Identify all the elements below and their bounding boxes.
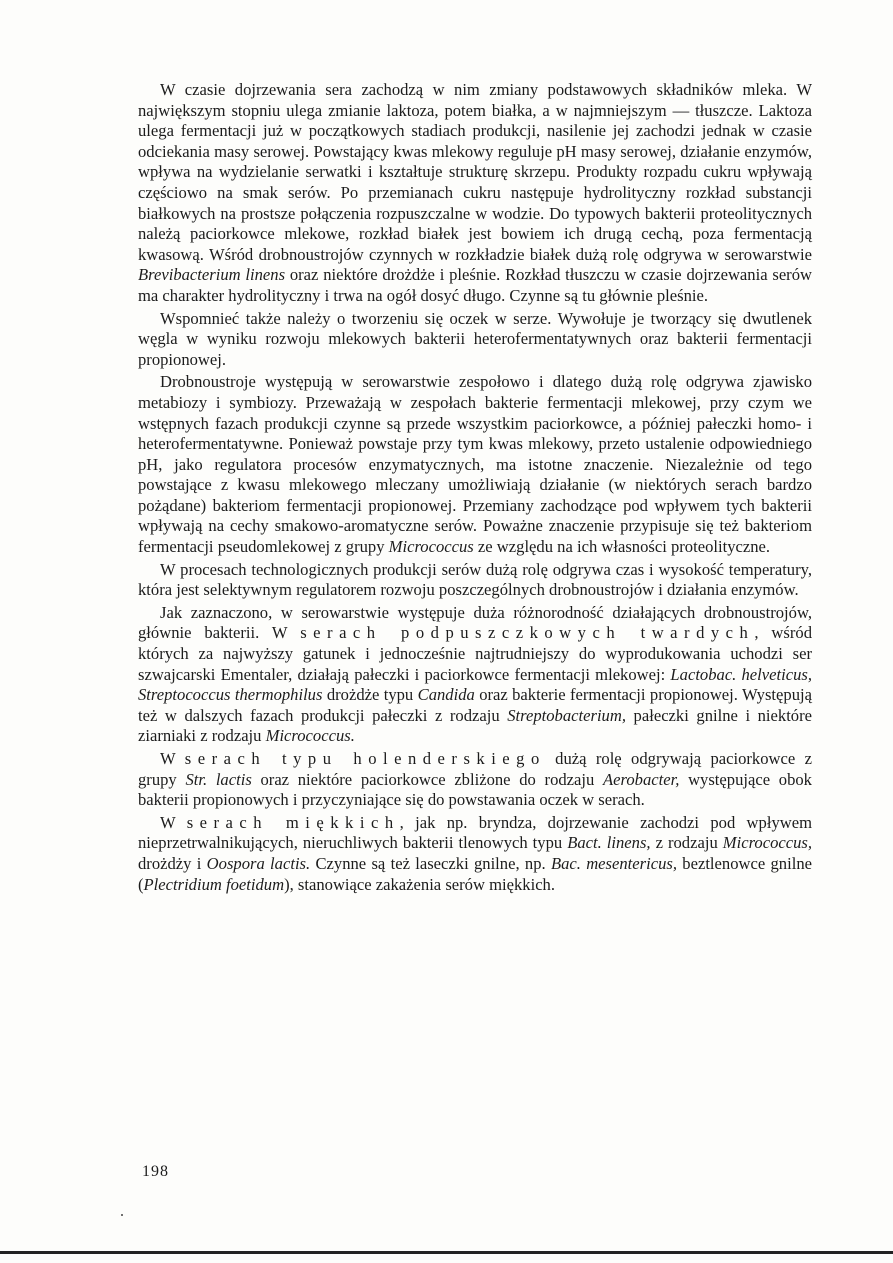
text-run: , wśród których za najwyższy gatunek i jednocześnie najtrudniejszy do wyprodukowania uchodzi ser szwajcarski Ementaler, działają pałeczki i paciorkowce fermentacji mlekowej: bbox=[138, 623, 812, 684]
italic-term: Micrococcus bbox=[388, 537, 474, 557]
italic-term: Lactobac. helveticus, Streptococcus thermophilus bbox=[138, 664, 813, 705]
body-text bbox=[138, 80, 812, 895]
italic-term: Candida bbox=[417, 685, 475, 705]
text-run: Wspomnieć także należy o tworzeniu się oczek w serze. Wywołuje je tworzący się dwutlenek węgla w wyniku rozwoju mlekowych bakterii heterofermentatywnych oraz bakterii fermentacji propionowej. bbox=[138, 308, 812, 369]
paragraph bbox=[138, 813, 812, 895]
spaced-emphasis: serach miękkich bbox=[186, 812, 400, 832]
italic-term: Bact. linens, bbox=[567, 833, 651, 853]
spaced-emphasis: serach podpuszczkowych twardych bbox=[300, 623, 755, 643]
paragraph bbox=[138, 749, 812, 811]
text-run: z rodzaju bbox=[650, 833, 723, 853]
text-run: dużą rolę odgrywają paciorkowce z grupy bbox=[138, 749, 812, 789]
text-run: Drobnoustroje występują w serowarstwie zespołowo i dlatego dużą rolę odgrywa zjawisko metabiozy i symbiozy. Przeważają w zespołach bakterie fermentacji mlekowej, przy czym we wstępnych fazach produkcji czynne są przede wszystkim paciorkowce, a później pałeczki homo- i heterofermentatywne. Ponieważ powstaje przy tym kwas mlekowy, przeto ustalenie odpowiedniego pH, jako regulatora procesów enzymatycznych, ma istotne znaczenie. Niezależnie od tego powstające z kwasu mlekowego mleczany umożliwiają działanie (w niektórych serach bardzo pożądane) bakteriom fermentacji propionowej. Przemiany zachodzące pod wpływem tych bakterii wpływają na cechy smakowo-aromatyczne serów. Poważne znaczenie przypisuje się też bakteriom fermentacji pseudomlekowej z grupy bbox=[138, 372, 812, 557]
text-run: pałeczki gnilne i niektóre ziarniaki z rodzaju bbox=[138, 705, 812, 746]
text-run: Jak zaznaczono, w serowarstwie występuje duża różnorodność działających drobnoustrojów, głównie bakterii. W bbox=[138, 602, 812, 643]
scan-speck bbox=[121, 1214, 123, 1216]
scan-bottom-edge bbox=[0, 1251, 893, 1254]
italic-term: Micrococcus. bbox=[265, 726, 355, 746]
paragraph bbox=[138, 372, 812, 557]
italic-term: Aerobacter, bbox=[603, 769, 680, 789]
italic-term: Brevibacterium linens bbox=[138, 265, 286, 285]
text-run: W bbox=[160, 812, 187, 832]
italic-term: Bac. mesentericus, bbox=[550, 853, 677, 873]
text-run: ), stanowiące zakażenia serów miękkich. bbox=[284, 874, 555, 894]
italic-term: Plectridium foetidum bbox=[143, 874, 285, 894]
text-run: oraz niektóre paciorkowce zbliżone do rodzaju bbox=[251, 769, 604, 789]
text-run: oraz bakterie fermentacji propionowej. Występują też w dalszych fazach produkcji pałeczki z rodzaju bbox=[138, 685, 812, 725]
text-run: występujące obok bakterii propionowych i przyczyniające się do powstawania oczek w serach. bbox=[138, 769, 812, 810]
paragraph bbox=[138, 603, 812, 747]
paragraph bbox=[138, 309, 812, 371]
text-run: , jak np. bryndza, dojrzewanie zachodzi pod wpływem nieprzetrwalnikujących, nieruchliwych bakterii tlenowych typu bbox=[138, 812, 813, 853]
text-run: drożdży i bbox=[138, 853, 207, 873]
italic-term: Micrococcus, bbox=[722, 833, 812, 853]
italic-term: Oospora lactis. bbox=[206, 853, 311, 873]
paragraph bbox=[138, 80, 812, 307]
page-number: 198 bbox=[142, 1163, 169, 1180]
text-run: ze względu na ich własności proteolityczne. bbox=[473, 537, 771, 557]
text-run: beztlenowce gnilne ( bbox=[138, 853, 812, 894]
text-run: drożdże typu bbox=[322, 685, 418, 705]
italic-term: Str. lactis bbox=[185, 769, 252, 789]
text-run: W bbox=[160, 749, 185, 768]
spaced-emphasis: serach typu holenderskiego bbox=[184, 749, 546, 768]
italic-term: Streptobacterium, bbox=[507, 705, 626, 725]
text-run: Czynne są też laseczki gnilne, np. bbox=[310, 853, 551, 873]
text-run: W czasie dojrzewania sera zachodzą w nim zmiany podstawowych składników mleka. W największym stopniu ulega zmianie laktoza, potem białka, a w najmniejszym — tłuszcze. Laktoza ulega fermentacji już w początkowych stadiach produkcji, nasilenie jej zachodzi jednak w czasie odciekania masy serowej. Powstający kwas mlekowy reguluje pH masy serowej, działanie enzymów, wpływa na wydzielanie serwatki i kształtuje strukturę skrzepu. Produkty rozpadu cukru wpływają częściowo na smak serów. Po przemianach cukru następuje hydrolityczny rozkład substancji białkowych na prostsze połączenia rozpuszczalne w wodzie. Do typowych bakterii proteolitycznych należą paciorkowce mlekowe, rozkład białek jest bowiem ich drugą cechą, poza fermentacją kwasową. Wśród drobnoustrojów czynnych w rozkładzie białek dużą rolę odgrywa w serowarstwie bbox=[138, 80, 812, 264]
paragraph bbox=[138, 560, 812, 601]
text-run: oraz niektóre drożdże i pleśnie. Rozkład tłuszczu w czasie dojrzewania serów ma charakter hydrolityczny i trwa na ogół dosyć długo. Czynne są tu głównie pleśnie. bbox=[138, 265, 812, 305]
text-run: W procesach technologicznych produkcji serów dużą rolę odgrywa czas i wysokość temperatury, która jest selektywnym regulatorem rozwoju poszczególnych drobnoustrojów i działania enzymów. bbox=[138, 559, 812, 600]
